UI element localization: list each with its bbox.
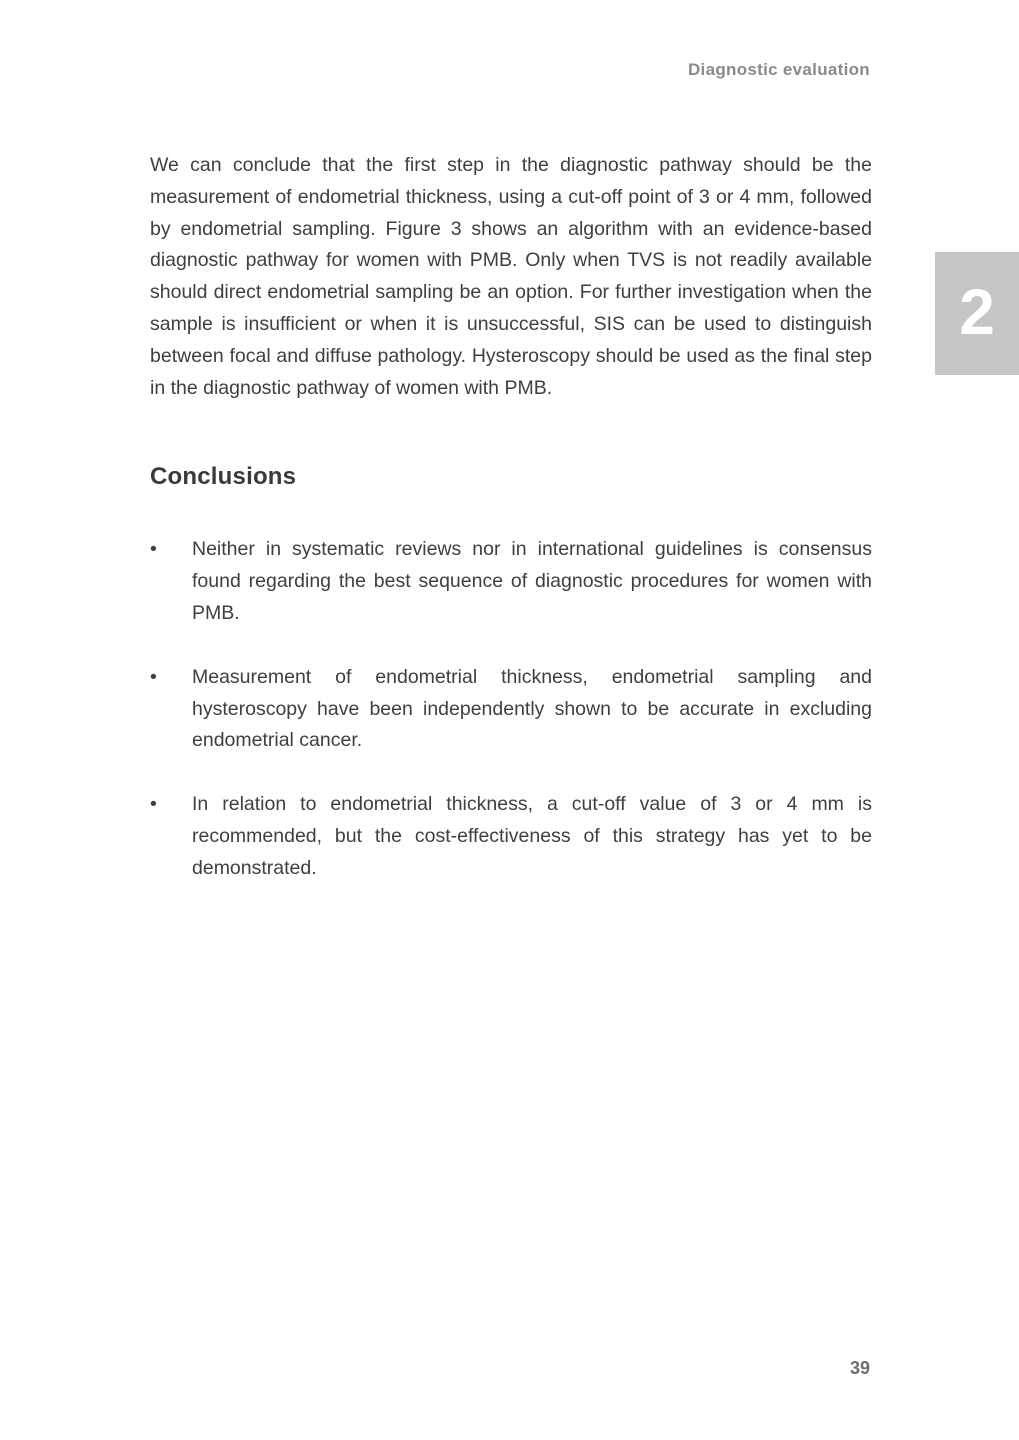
- bullet-marker-icon: •: [150, 665, 157, 688]
- page-content: [150, 150, 872, 917]
- bullet-item: [150, 534, 872, 629]
- bullet-text: Neither in systematic reviews nor in international guidelines is consensus found regarding the best sequence of diagnostic procedures for women with PMB.: [192, 538, 872, 624]
- intro-paragraph: We can conclude that the first step in the diagnostic pathway should be the measurement of endometrial thickness, using a cut-off point of 3 or 4 mm, followed by endometrial sampling. Figure 3 shows an algorithm with an evidence-based diagnostic pathway for women with PMB. Only when TVS is not readily available should direct endometrial sampling be an option. For further investigation when the sample is insufficient or when it is unsuccessful, SIS can be used to distinguish between focal and diffuse pathology. Hysteroscopy should be used as the final step in the diagnostic pathway of women with PMB.: [150, 154, 872, 399]
- conclusions-bullet-list: [150, 534, 872, 884]
- bullet-text: Measurement of endometrial thickness, endometrial sampling and hysteroscopy have been independently shown to be accurate in excluding endometrial cancer.: [192, 665, 872, 752]
- bullet-item: [150, 662, 872, 757]
- bullet-marker-icon: •: [150, 793, 157, 816]
- chapter-tab: [935, 252, 1019, 375]
- running-header: Diagnostic evaluation: [687, 60, 870, 79]
- bullet-text: In relation to endometrial thickness, a cut-off value of 3 or 4 mm is recommended, but the cost-effectiveness of this strategy has yet to be demonstrated.: [192, 793, 872, 879]
- page-number: 39: [849, 1358, 870, 1378]
- bullet-marker-icon: •: [150, 538, 157, 561]
- bullet-item: [150, 789, 872, 884]
- conclusions-heading: Conclusions: [150, 463, 297, 491]
- chapter-number: 2: [959, 275, 995, 348]
